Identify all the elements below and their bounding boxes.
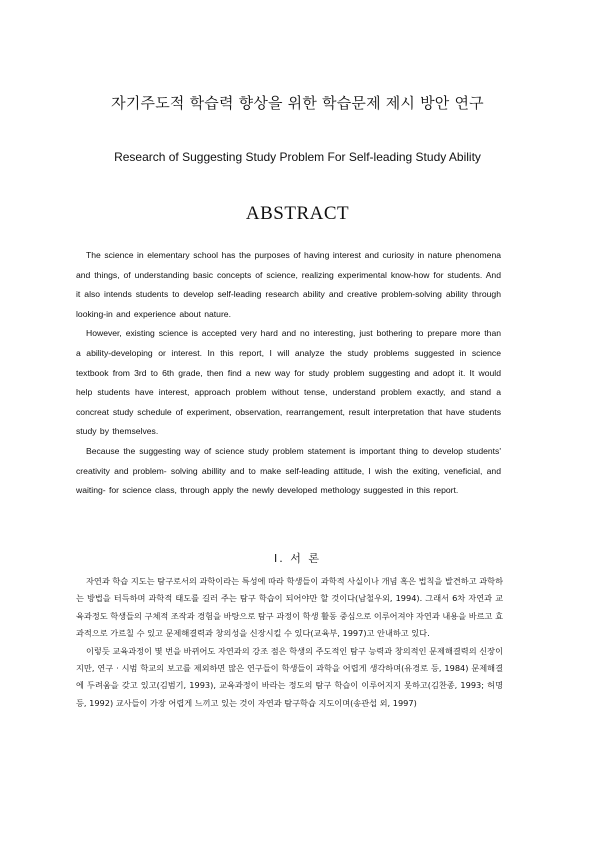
english-title: Research of Suggesting Study Problem For Self-leading Study Ability <box>114 150 481 164</box>
introduction-paragraph: 이렇듯 교육과정이 몇 번을 바뀌어도 자연과의 강조 점은 학생의 주도적인 탐구 능력과 창의적인 문제해결력의 신장이지만, 연구 · 시범 학교의 보고를 제외하면 많은 연구들이 학생들이 과학을 어렵게 생각하며(유경로 등, 1984) 문제해결에 두려움을 갖고 있고(김범기, 1993), 교육과정이 바라는 정도의 탐구 학습이 이루어지지 못하고(김찬종, 1993; 허명 등, 1992) 교사들이 가장 어렵게 느끼고 있는 것이 자연과 탐구학습 지도이며(송관섭 외, 1997) <box>76 645 503 708</box>
abstract-paragraph: The science in elementary school has the purposes of having interest and curiosity in nature phenomena and things, of understanding basic concepts of science, realizing experimental know-how for students. And it also intends students to develop self-leading research ability and creative problem-solving ability through looking-in and experience about nature. <box>76 250 501 319</box>
abstract-heading: ABSTRACT <box>245 203 350 224</box>
abstract-body <box>76 246 501 501</box>
abstract-paragraph: Because the suggesting way of science study problem statement is important thing to develop students' creativity and problem- solving abillity and to make self-leading attitude, I wish the exiting, veneficial, and waiting- for science class, through apply the newly developed methology suggested in this report. <box>76 445 501 496</box>
introduction-body <box>76 573 503 712</box>
section-heading-introduction: Ⅰ. 서 론 <box>274 552 321 565</box>
korean-title: 자기주도적 학습력 향상을 위한 학습문제 제시 방안 연구 <box>111 94 484 112</box>
introduction-paragraph: 자연과 학습 지도는 탐구로서의 과학이라는 특성에 따라 학생들이 과학적 사실이나 개념 혹은 법칙을 발견하고 과학하는 방법을 터득하며 과학적 태도를 길러 주는 탐구 학습이 되어야만 할 것이다(남철우외, 1994). 그래서 6차 자연과 교육과정도 학생들의 구체적 조작과 경험을 바탕으로 탐구 과정이 학생 활동 중심으로 이루어져야 자연과 내용을 바르고 효과적으로 가르칠 수 있고 문제해결력과 창의성을 신장시킬 수 있다(교육부, 1997)고 안내하고 있다. <box>76 576 503 639</box>
abstract-paragraph: However, existing science is accepted very hard and no interesting, just bothering to prepare more than a ability-developing or interest. In this report, I will analyze the study problems suggested in science textbook from 3rd to 6th grade, then find a new way for study problem suggesting and adopt it. It would help students have interest, approach problem without tense, understand problem exactly, and stand a concreat study schedule of experiment, observation, rearrangement, result interpretation that have students study by themselves. <box>76 328 501 437</box>
